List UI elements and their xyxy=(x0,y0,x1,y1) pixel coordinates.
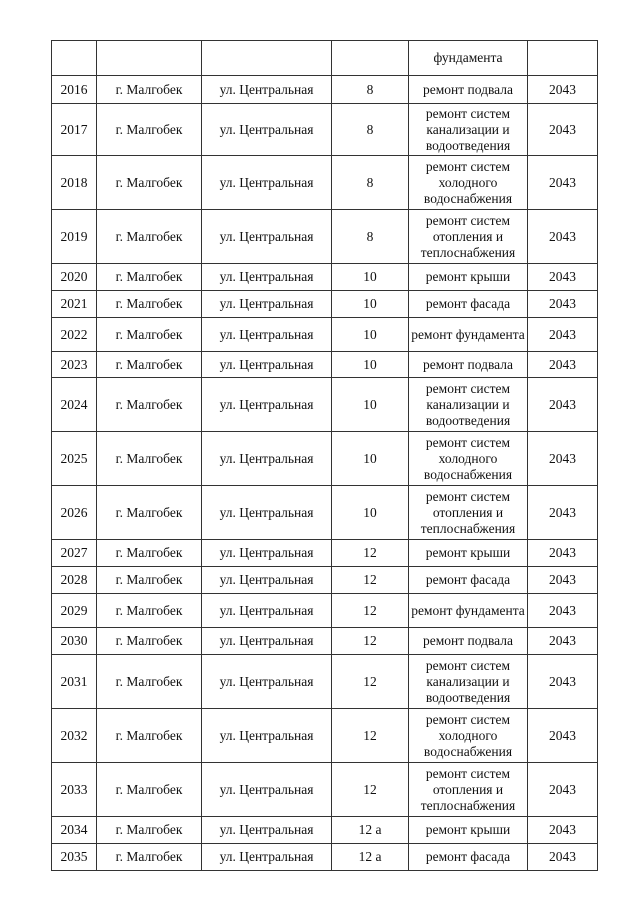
table-row xyxy=(52,156,598,210)
cell-city: г. Малгобек xyxy=(97,540,202,567)
cell-year: 2043 xyxy=(528,628,598,655)
table-row xyxy=(52,378,598,432)
cell-year: 2043 xyxy=(528,567,598,594)
cell-street: ул. Центральная xyxy=(202,352,332,378)
table-row xyxy=(52,540,598,567)
cell-house: 12 а xyxy=(332,844,409,871)
cell-year: 2043 xyxy=(528,594,598,628)
cell-house: 12 xyxy=(332,567,409,594)
cell-work: ремонт систем отопления и теплоснабжения xyxy=(409,763,528,817)
table-row xyxy=(52,104,598,156)
table-row xyxy=(52,567,598,594)
cell-year: 2043 xyxy=(528,378,598,432)
cell-city: г. Малгобек xyxy=(97,709,202,763)
cell-work: ремонт систем отопления и теплоснабжения xyxy=(409,210,528,264)
cell-work: ремонт фасада xyxy=(409,844,528,871)
repair-schedule-table xyxy=(51,40,598,871)
cell-city: г. Малгобек xyxy=(97,817,202,844)
table-row xyxy=(52,76,598,104)
cell-house: 10 xyxy=(332,291,409,318)
cell-street: ул. Центральная xyxy=(202,486,332,540)
cell-work: ремонт подвала xyxy=(409,76,528,104)
table-row xyxy=(52,210,598,264)
cell-work: ремонт систем холодного водоснабжения xyxy=(409,432,528,486)
cell-year: 2043 xyxy=(528,291,598,318)
cell-street: ул. Центральная xyxy=(202,291,332,318)
cell-year: 2043 xyxy=(528,352,598,378)
cell-street: ул. Центральная xyxy=(202,817,332,844)
table-row xyxy=(52,264,598,291)
cell-num: 2025 xyxy=(52,432,97,486)
cell-street: ул. Центральная xyxy=(202,156,332,210)
cell-city: г. Малгобек xyxy=(97,763,202,817)
cell-city: г. Малгобек xyxy=(97,318,202,352)
cell-house: 10 xyxy=(332,486,409,540)
cell-city: г. Малгобек xyxy=(97,210,202,264)
cell-work: ремонт систем холодного водоснабжения xyxy=(409,156,528,210)
cell-num: 2029 xyxy=(52,594,97,628)
cell-house: 8 xyxy=(332,156,409,210)
cell-year xyxy=(528,41,598,76)
cell-house: 8 xyxy=(332,76,409,104)
cell-work: ремонт крыши xyxy=(409,817,528,844)
cell-year: 2043 xyxy=(528,763,598,817)
cell-num: 2020 xyxy=(52,264,97,291)
cell-num: 2019 xyxy=(52,210,97,264)
cell-street: ул. Центральная xyxy=(202,594,332,628)
cell-num: 2028 xyxy=(52,567,97,594)
cell-city: г. Малгобек xyxy=(97,104,202,156)
cell-street: ул. Центральная xyxy=(202,432,332,486)
cell-num: 2018 xyxy=(52,156,97,210)
cell-work: ремонт подвала xyxy=(409,628,528,655)
cell-street: ул. Центральная xyxy=(202,76,332,104)
cell-street: ул. Центральная xyxy=(202,763,332,817)
cell-num: 2024 xyxy=(52,378,97,432)
table-row xyxy=(52,486,598,540)
cell-city: г. Малгобек xyxy=(97,378,202,432)
table-row xyxy=(52,432,598,486)
cell-year: 2043 xyxy=(528,709,598,763)
cell-city xyxy=(97,41,202,76)
cell-city: г. Малгобек xyxy=(97,156,202,210)
cell-year: 2043 xyxy=(528,104,598,156)
cell-year: 2043 xyxy=(528,210,598,264)
cell-work: ремонт фундамента xyxy=(409,594,528,628)
cell-work: ремонт подвала xyxy=(409,352,528,378)
cell-year: 2043 xyxy=(528,76,598,104)
cell-num: 2032 xyxy=(52,709,97,763)
cell-house: 12 xyxy=(332,540,409,567)
cell-year: 2043 xyxy=(528,318,598,352)
cell-year: 2043 xyxy=(528,432,598,486)
cell-work: ремонт систем канализации и водоотведения xyxy=(409,104,528,156)
cell-work: ремонт крыши xyxy=(409,540,528,567)
cell-street: ул. Центральная xyxy=(202,104,332,156)
cell-house: 10 xyxy=(332,432,409,486)
cell-street: ул. Центральная xyxy=(202,709,332,763)
cell-num: 2021 xyxy=(52,291,97,318)
cell-street: ул. Центральная xyxy=(202,264,332,291)
cell-num: 2031 xyxy=(52,655,97,709)
cell-work: фундамента xyxy=(409,41,528,76)
table-row xyxy=(52,709,598,763)
table-row xyxy=(52,594,598,628)
cell-house: 12 а xyxy=(332,817,409,844)
cell-street xyxy=(202,41,332,76)
cell-city: г. Малгобек xyxy=(97,486,202,540)
cell-num: 2033 xyxy=(52,763,97,817)
table-row-continuation xyxy=(52,41,598,76)
cell-num: 2027 xyxy=(52,540,97,567)
cell-year: 2043 xyxy=(528,540,598,567)
cell-work: ремонт систем канализации и водоотведения xyxy=(409,655,528,709)
cell-work: ремонт крыши xyxy=(409,264,528,291)
cell-city: г. Малгобек xyxy=(97,655,202,709)
cell-year: 2043 xyxy=(528,264,598,291)
cell-year: 2043 xyxy=(528,486,598,540)
cell-year: 2043 xyxy=(528,655,598,709)
cell-house: 10 xyxy=(332,378,409,432)
table-row xyxy=(52,628,598,655)
cell-num: 2017 xyxy=(52,104,97,156)
cell-street: ул. Центральная xyxy=(202,210,332,264)
cell-city: г. Малгобек xyxy=(97,76,202,104)
cell-house: 12 xyxy=(332,763,409,817)
cell-num: 2016 xyxy=(52,76,97,104)
cell-work: ремонт систем канализации и водоотведения xyxy=(409,378,528,432)
cell-work: ремонт фасада xyxy=(409,567,528,594)
cell-city: г. Малгобек xyxy=(97,264,202,291)
cell-street: ул. Центральная xyxy=(202,378,332,432)
cell-num: 2022 xyxy=(52,318,97,352)
table-row xyxy=(52,291,598,318)
cell-city: г. Малгобек xyxy=(97,628,202,655)
cell-city: г. Малгобек xyxy=(97,432,202,486)
cell-year: 2043 xyxy=(528,817,598,844)
cell-year: 2043 xyxy=(528,156,598,210)
cell-year: 2043 xyxy=(528,844,598,871)
cell-city: г. Малгобек xyxy=(97,352,202,378)
cell-street: ул. Центральная xyxy=(202,655,332,709)
cell-num: 2026 xyxy=(52,486,97,540)
cell-city: г. Малгобек xyxy=(97,594,202,628)
cell-work: ремонт фасада xyxy=(409,291,528,318)
table-row xyxy=(52,817,598,844)
cell-work: ремонт систем отопления и теплоснабжения xyxy=(409,486,528,540)
cell-house xyxy=(332,41,409,76)
cell-num: 2023 xyxy=(52,352,97,378)
cell-house: 12 xyxy=(332,594,409,628)
cell-city: г. Малгобек xyxy=(97,567,202,594)
cell-house: 10 xyxy=(332,264,409,291)
cell-city: г. Малгобек xyxy=(97,291,202,318)
cell-num: 2034 xyxy=(52,817,97,844)
table-body xyxy=(52,41,598,871)
cell-house: 8 xyxy=(332,104,409,156)
cell-house: 12 xyxy=(332,709,409,763)
table-row xyxy=(52,352,598,378)
table-row xyxy=(52,655,598,709)
cell-house: 10 xyxy=(332,352,409,378)
cell-work: ремонт систем холодного водоснабжения xyxy=(409,709,528,763)
cell-house: 10 xyxy=(332,318,409,352)
table-row xyxy=(52,763,598,817)
cell-city: г. Малгобек xyxy=(97,844,202,871)
cell-num xyxy=(52,41,97,76)
cell-house: 12 xyxy=(332,628,409,655)
cell-num: 2030 xyxy=(52,628,97,655)
cell-house: 8 xyxy=(332,210,409,264)
cell-street: ул. Центральная xyxy=(202,318,332,352)
cell-street: ул. Центральная xyxy=(202,844,332,871)
cell-street: ул. Центральная xyxy=(202,628,332,655)
cell-work: ремонт фундамента xyxy=(409,318,528,352)
cell-street: ул. Центральная xyxy=(202,540,332,567)
cell-house: 12 xyxy=(332,655,409,709)
cell-street: ул. Центральная xyxy=(202,567,332,594)
cell-num: 2035 xyxy=(52,844,97,871)
table-row xyxy=(52,318,598,352)
table-row xyxy=(52,844,598,871)
